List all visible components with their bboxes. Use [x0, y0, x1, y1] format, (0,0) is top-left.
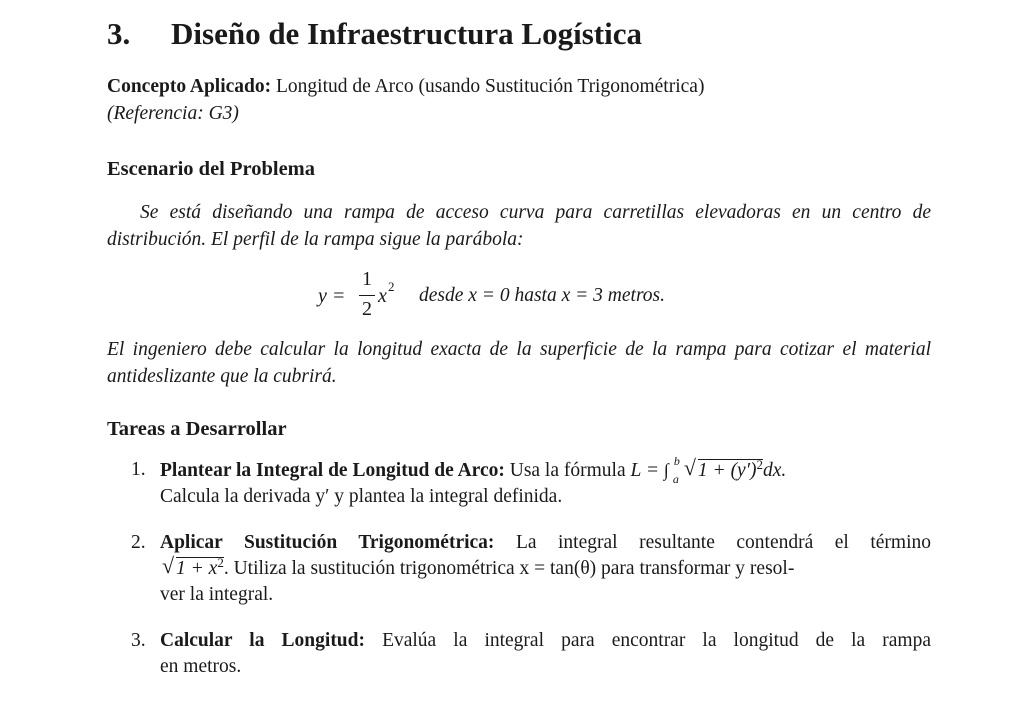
- escenario-heading: Escenario del Problema: [107, 158, 316, 180]
- formula-frac-num: 1: [362, 268, 372, 290]
- list-item-line: en metros.: [160, 656, 242, 677]
- integral-upper-bound: b: [673, 454, 680, 468]
- sqrt-expression: √ $1 + x^2$: [162, 553, 224, 579]
- section-number: 3.: [107, 16, 131, 51]
- formula-var: x: [378, 285, 387, 307]
- list-item-title: Aplicar Sustitución Trigonométrica:: [160, 532, 495, 553]
- formula-exp: 2: [388, 279, 395, 294]
- formula-frac-bar: [359, 295, 375, 296]
- list-item-line: [160, 553, 931, 582]
- radicand: 1 + (y′): [697, 460, 757, 481]
- list-item-title: Plantear la Integral de Longitud de Arco:: [160, 460, 505, 481]
- list-item-text: Usa la fórmula: [509, 460, 626, 481]
- formula-lhs: y =: [318, 285, 346, 307]
- sqrt-expression: √ $1 + (y')^2$: [683, 455, 763, 481]
- list-item-title: Calcular la Longitud:: [160, 630, 365, 651]
- formula-differential: dx.: [762, 460, 787, 481]
- list-item-line: [160, 454, 931, 486]
- radicand-exponent: 2: [756, 457, 763, 472]
- list-item-number: 1.: [131, 459, 146, 480]
- scenario-paragraph-2: El ingeniero debe calcular la longitud exacta de la superficie de la rampa para cotizar el material antideslizante que la cubrirá.: [107, 339, 931, 387]
- concepto-line: [107, 76, 704, 98]
- list-item-line: [160, 530, 931, 556]
- list-item-number: 3.: [131, 630, 146, 651]
- arc-length-lhs: L =: [630, 460, 660, 481]
- list-item-text: La integral resultante contendrá el término: [515, 532, 932, 553]
- list-item-text: Evalúa la integral para encontrar la longitud de la rampa: [382, 630, 931, 651]
- radicand: 1 + x: [176, 558, 218, 579]
- list-item-text: . Utiliza la sustitución trigonométrica x = tan(θ) para transformar y resol-: [223, 558, 795, 579]
- integral-lower-bound: a: [672, 472, 679, 486]
- concepto-text: Longitud de Arco (usando Sustitución Trigonométrica): [276, 76, 705, 97]
- list-item-line: ver la integral.: [160, 584, 274, 605]
- scenario-paragraph-1: Se está diseñando una rampa de acceso curva para carretillas elevadoras en un centro de distribución. El perfil de la rampa sigue la parábola:: [107, 202, 931, 250]
- radicand-exponent: 2: [217, 555, 224, 570]
- list-item-line: Calcula la derivada y′ y plantea la integral definida.: [160, 486, 563, 507]
- formula-range: desde x = 0 hasta x = 3 metros.: [419, 285, 666, 306]
- formula-frac-den: 2: [362, 298, 372, 320]
- concepto-label: Concepto Aplicado:: [107, 76, 272, 97]
- list-item-line: [160, 628, 931, 654]
- integral-sign: ∫ b a: [664, 457, 682, 484]
- section-title: Diseño de Infraestructura Logística: [171, 16, 642, 51]
- tareas-heading: Tareas a Desarrollar: [107, 418, 287, 440]
- reference-note: (Referencia: G3): [107, 103, 239, 124]
- list-item-number: 2.: [131, 532, 146, 553]
